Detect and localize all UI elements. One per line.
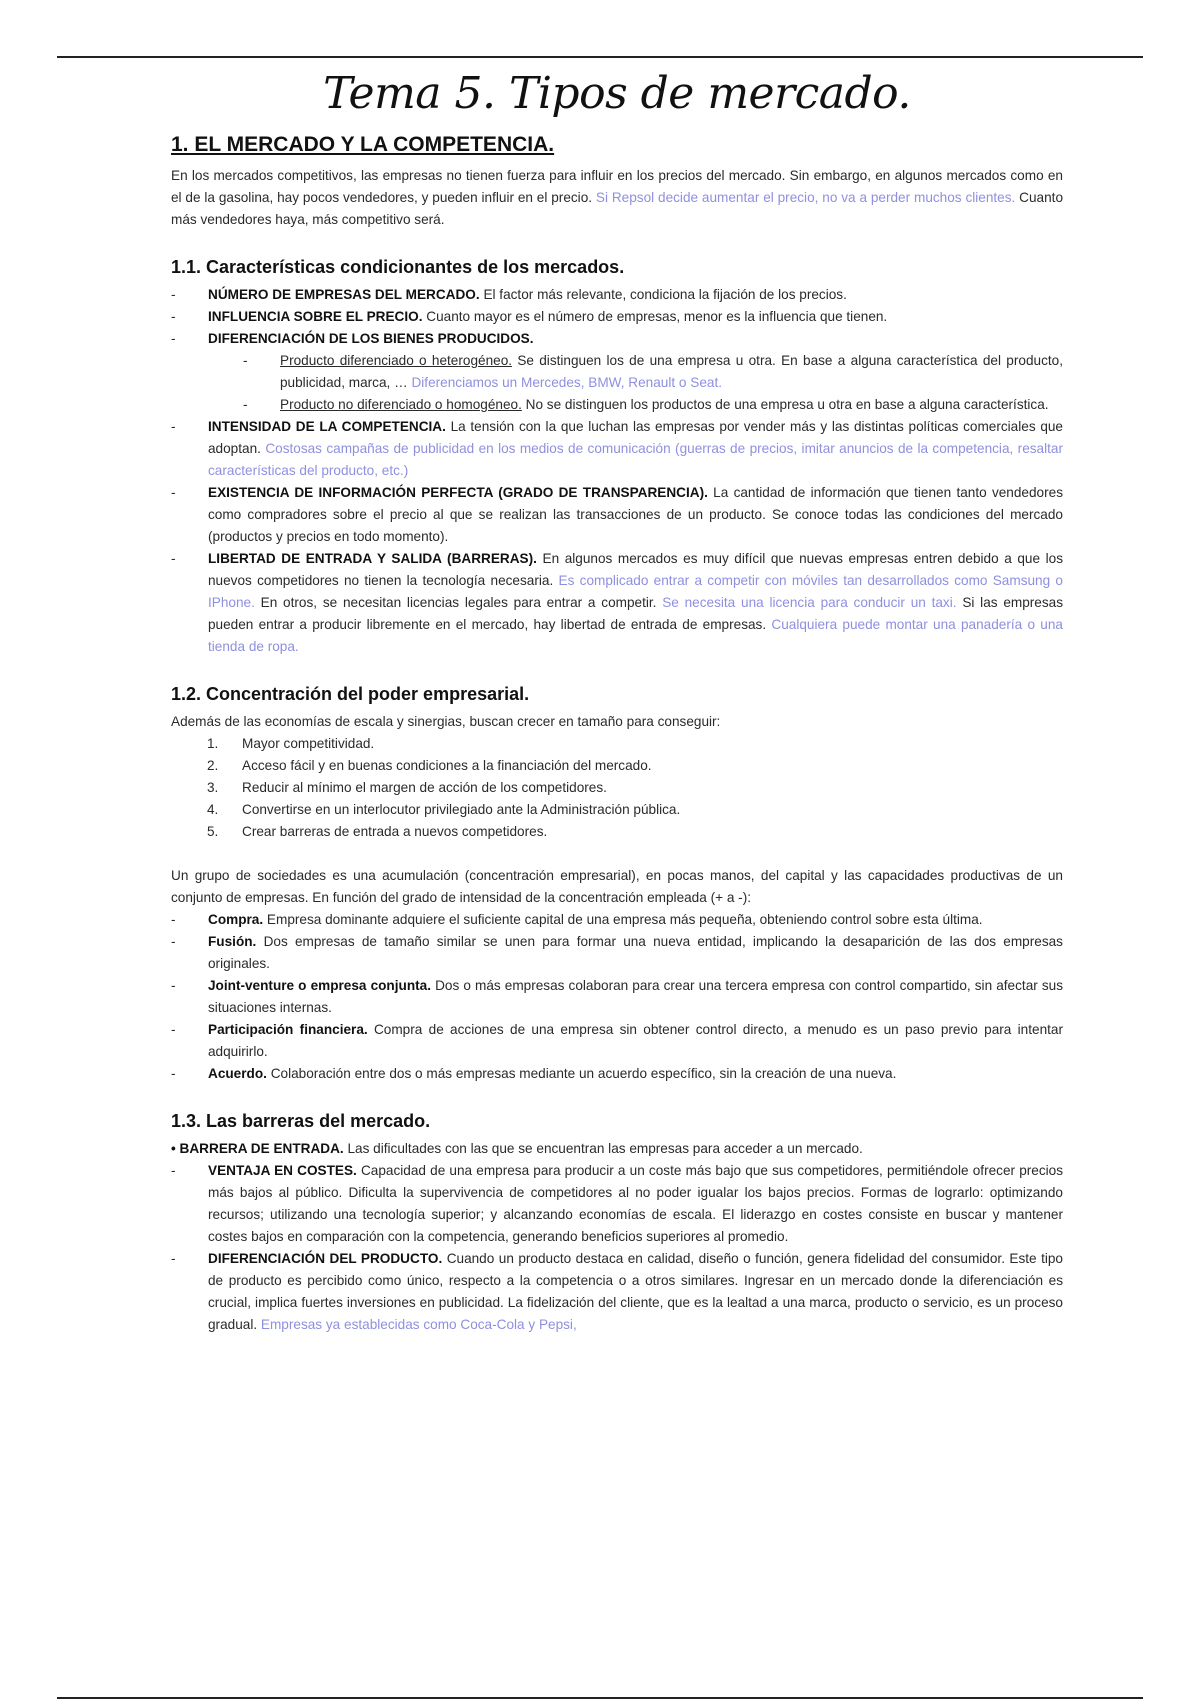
concentration-list — [171, 909, 1063, 1085]
list-item: - Fusión. Dos empresas de tamaño similar se unen para formar una nueva entidad, implicando la desaparición de las dos empresas originales. — [171, 931, 1063, 975]
list-item: - Participación financiera. Compra de acciones de una empresa sin obtener control directo, a menudo es un paso previo para intentar adquirirlo. — [171, 1019, 1063, 1063]
sub-list — [208, 350, 1063, 416]
top-rule — [57, 56, 1143, 58]
section-1-paragraph: En los mercados competitivos, las empresas no tienen fuerza para influir en los precios del mercado. Sin embargo, en algunos mercados como en el de la gasolina, hay pocos vendedores, y pueden influir en el precio. Si Repsol decide aumentar el precio, no va a perder muchos clientes. Cuanto más vendedores haya, más competitivo será. — [171, 168, 1064, 227]
list-item: 3. Reducir al mínimo el margen de acción de los competidores. — [207, 780, 607, 795]
section-1-2-intro: Además de las economías de escala y sinergias, buscan crecer en tamaño para conseguir: — [171, 714, 721, 729]
list-item: - Joint-venture o empresa conjunta. Dos o más empresas colaboran para crear una tercera empresa con control compartido, sin afectar sus situaciones internas. — [171, 975, 1063, 1019]
section-1-2-paragraph: Un grupo de sociedades es una acumulación (concentración empresarial), en pocas manos, del capital y las capacidades productivas de un conjunto de empresas. En función del grado de intensidad de la concentración empleada (+ a -): — [171, 868, 1063, 905]
list-item: - EXISTENCIA DE INFORMACIÓN PERFECTA (GRADO DE TRANSPARENCIA). La cantidad de información que tienen tanto vendedores como compradores sobre el precio al que se realizan las transacciones de un producto. Se conoce todas las condiciones del mercado (productos y precios en todo momento). — [171, 482, 1063, 548]
list-item: - NÚMERO DE EMPRESAS DEL MERCADO. El factor más relevante, condiciona la fijación de los precios. — [171, 284, 1063, 306]
list-item: - VENTAJA EN COSTES. Capacidad de una empresa para producir a un coste más bajo que sus competidores, permitiéndole ofrecer precios más bajos al público. Dificulta la supervivencia de competidores al no poder igualar los bajos precios. Formas de lograrlo: optimizando recursos; utilizando una tecnología superior; y alcanzando economías de escala. El liderazgo en costes consiste en buscar y mantener costes bajos en comparación con la competencia, generando beneficios superiores al promedio. — [171, 1160, 1063, 1248]
example-text: Diferenciamos un Mercedes, BMW, Renault o Seat. — [411, 375, 722, 390]
barriers-list — [171, 1160, 1063, 1336]
sub-list-item: - Producto diferenciado o heterogéneo. Se distinguen los de una empresa u otra. En base a alguna característica del producto, publicidad, marca, … Diferenciamos un Mercedes, BMW, Renault o Seat. — [280, 350, 1063, 394]
list-item: 5. Crear barreras de entrada a nuevos competidores. — [207, 824, 548, 839]
list-item: 1. Mayor competitividad. — [207, 736, 375, 751]
section-1-heading: 1. EL MERCADO Y LA COMPETENCIA. — [171, 133, 555, 156]
list-item: 4. Convertirse en un interlocutor privilegiado ante la Administración pública. — [207, 802, 681, 817]
list-item: - LIBERTAD DE ENTRADA Y SALIDA (BARRERAS). En algunos mercados es muy difícil que nuevas empresas entren debido a que los nuevos competidores no tienen la tecnología necesaria. Es complicado entrar a competir con móviles tan desarrollados como Samsung o IPhone. En otros, se necesitan licencias legales para entrar a competir. Se necesita una licencia para conducir un taxi. Si las empresas pueden entrar a producir libremente en el mercado, hay libertad de entrada de empresas. Cualquiera puede montar una panadería o una tienda de ropa. — [171, 548, 1063, 658]
example-text: Se necesita una licencia para conducir un taxi. — [662, 595, 957, 610]
list-item: - INTENSIDAD DE LA COMPETENCIA. La tensión con la que luchan las empresas por vender más y las distintas políticas comerciales que adoptan. Costosas campañas de publicidad en los medios de comunicación (guerras de precios, imitar anuncios de la competencia, resaltar características del producto, etc.) — [171, 416, 1063, 482]
goals-list — [171, 733, 1063, 843]
list-item: - INFLUENCIA SOBRE EL PRECIO. Cuanto mayor es el número de empresas, menor es la influencia que tienen. — [171, 306, 1063, 328]
section-1-1-heading: 1.1. Características condicionantes de los mercados. — [171, 257, 625, 277]
sub-list-item: - Producto no diferenciado o homogéneo. No se distinguen los productos de una empresa u otra en base a alguna característica. — [280, 394, 1063, 416]
page-title: Tema 5. Tipos de mercado. — [323, 68, 911, 119]
example-text: Es complicado entrar a competir con móviles tan desarrollados como Samsung o IPhone. — [208, 573, 1063, 610]
example-text: Si Repsol decide aumentar el precio, no va a perder muchos clientes. — [595, 190, 1016, 205]
list-item: 2. Acceso fácil y en buenas condiciones a la financiación del mercado. — [207, 758, 652, 773]
characteristics-list — [171, 284, 1063, 658]
example-text: Empresas ya establecidas como Coca-Cola y Pepsi, — [260, 1317, 577, 1332]
entry-barrier-line: • BARRERA DE ENTRADA. Las dificultades con las que se encuentran las empresas para acceder a un mercado. — [171, 1141, 863, 1156]
list-item: - Acuerdo. Colaboración entre dos o más empresas mediante un acuerdo específico, sin la creación de una nueva. — [171, 1063, 1063, 1085]
list-item: - DIFERENCIACIÓN DE LOS BIENES PRODUCIDOS. - Producto diferenciado o heterogéneo. Se distinguen los de una empresa u otra. En base a alguna característica del producto, publicidad, marca, … Diferenciamos un Mercedes, BMW, Renault o Seat. - Producto no diferenciado o homogéneo. No se distinguen los productos de una empresa u otra en base a alguna característica. — [171, 328, 1063, 416]
list-item: - Compra. Empresa dominante adquiere el suficiente capital de una empresa más pequeña, obteniendo control sobre esta última. — [171, 909, 1063, 931]
document-page — [171, 62, 1063, 1336]
list-item: - DIFERENCIACIÓN DEL PRODUCTO. Cuando un producto destaca en calidad, diseño o función, genera fidelidad del consumidor. Este tipo de producto es percibido como único, respecto a la competencia o a otros similares. Ingresar en un mercado donde la diferenciación es crucial, implica fuertes inversiones en publicidad. La fidelización del cliente, que es la lealtad a una marca, producto o servicio, es un proceso gradual. Empresas ya establecidas como Coca-Cola y Pepsi, — [171, 1248, 1063, 1336]
section-1-3-heading: 1.3. Las barreras del mercado. — [171, 1111, 431, 1131]
section-1-2-heading: 1.2. Concentración del poder empresarial. — [171, 684, 530, 704]
bullet-icon: • — [171, 1141, 176, 1156]
example-text: Costosas campañas de publicidad en los medios de comunicación (guerras de precios, imitar anuncios de la competencia, resaltar características del producto, etc.) — [208, 441, 1063, 478]
bottom-rule — [57, 1697, 1143, 1699]
example-text: Cualquiera puede montar una panadería o una tienda de ropa. — [208, 617, 1063, 654]
